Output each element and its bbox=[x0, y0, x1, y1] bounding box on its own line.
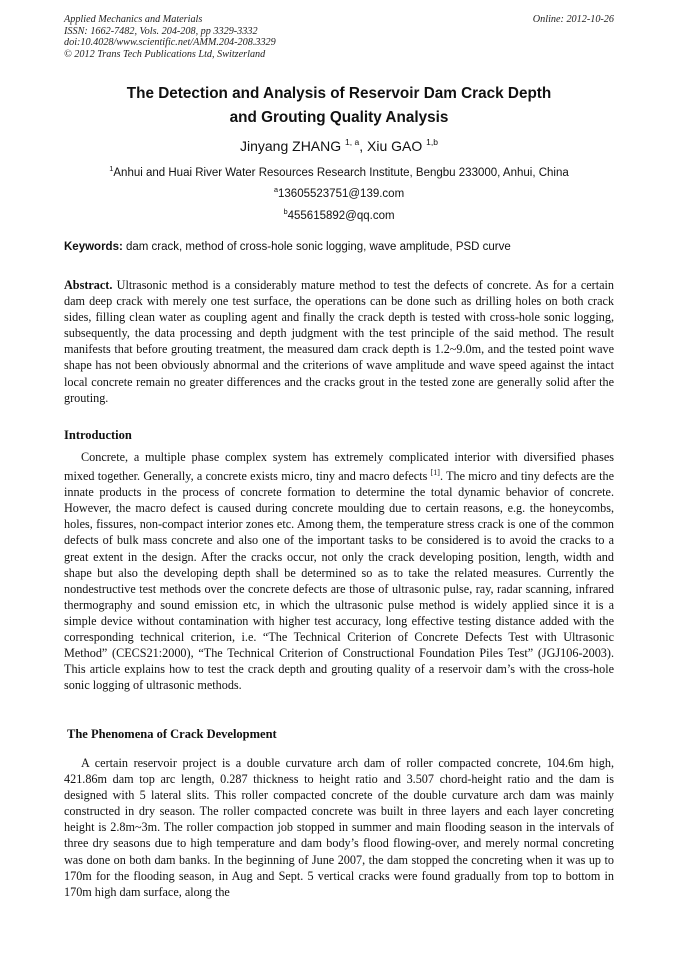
author-separator: , bbox=[359, 138, 368, 154]
intro-text-2: . The micro and tiny defects are the innate products in the process of concrete formation to determine the total dynamic behavior of concrete. However, the macro defect is caused during concrete moulding due to certain reasons, e.g. the honeycombs, holes, fissures, non-compact interior zones etc. Among them, the temperature stress crack is one of the common defects of bulk mass concrete and also one of the important tasks to be considered is to avoid the cracks to a great extent in the design. After the cracks occur, not only the crack developing position, length, width and shape but also the developing depth shall be determined so as to take the related measures. Currently the nondestructive test methods over the concrete defects are those of ultrasonic pulse, ray, radar scanning, infrared thermography and sound emission etc, in which the ultrasonic pulse method is widely applied since it is a simple device without contamination with higher test accuracy, long effective testing distance added with the corresponding technical criterion, i.e. “The Technical Criterion of Concrete Defects Test with Ultrasonic Method” (CECS21:2000), “The Technical Criterion of Constructional Foundation Piles Test” (JGJ106-2003). This article explains how to test the crack depth and grouting quality of a reservoir dam’s with the cross-hole sonic logging of ultrasonic methods. bbox=[64, 469, 614, 693]
running-header bbox=[64, 14, 614, 60]
journal-name: Applied Mechanics and Materials bbox=[64, 14, 203, 25]
email-a bbox=[0, 185, 678, 200]
title-line-1: The Detection and Analysis of Reservoir Dam Crack Depth bbox=[126, 85, 552, 102]
section-heading-phenomena: The Phenomena of Crack Development bbox=[67, 727, 277, 741]
author-2-name: Xiu GAO bbox=[367, 138, 423, 154]
keywords-label: Keywords: bbox=[64, 241, 123, 253]
doi-line: doi:10.4028/www.scientific.net/AMM.204-208.3329 bbox=[64, 37, 276, 49]
paper-title bbox=[0, 82, 678, 130]
section-heading-introduction: Introduction bbox=[64, 428, 132, 442]
affiliation-text: Anhui and Huai River Water Resources Research Institute, Bengbu 233000, Anhui, China bbox=[113, 167, 569, 179]
email-b bbox=[0, 207, 678, 222]
keywords-text: dam crack, method of cross-hole sonic logging, wave amplitude, PSD curve bbox=[122, 241, 511, 253]
email-b-text: 455615892@qq.com bbox=[287, 210, 395, 222]
introduction-paragraph bbox=[64, 449, 614, 693]
affiliation-superscript: 1 bbox=[109, 164, 114, 173]
email-a-superscript: a bbox=[273, 185, 279, 194]
author-list bbox=[0, 137, 678, 154]
issn-line: ISSN: 1662-7482, Vols. 204-208, pp 3329-3332 bbox=[64, 25, 258, 37]
phenomena-paragraph: A certain reservoir project is a double curvature arch dam of roller compacted concrete, 104.6m high, 421.86m dam top arc length, 0.287 thickness to height ratio and 3.507 chord-height ratio and the dam is designed with 5 lateral slits. This roller compacted concrete of the double curvature arch dam was mainly constructed in dry season. The roller compacted concrete was built in three layers and each layer concreting height is 2.8m~3m. The roller compaction job stopped in summer and main flooding season in the intervals of three dry seasons due to high temperature and dam body’s flood flowing-over, and merely normal concreting was done on both dam banks. In the beginning of June 2007, the dam stopped the concreting when it was up to 170m for the flooding season, in Aug and Sept. 5 vertical cracks were found gradually from top to bottom in 170m high dam surface, along the bbox=[64, 756, 614, 899]
author-1-superscript: 1, a bbox=[345, 137, 360, 147]
title-line-2: and Grouting Quality Analysis bbox=[229, 109, 449, 126]
email-b-superscript: b bbox=[283, 207, 288, 216]
keywords bbox=[64, 241, 624, 253]
abstract bbox=[64, 277, 614, 406]
email-a-text: 13605523751@139.com bbox=[278, 188, 405, 200]
abstract-text: Ultrasonic method is a considerably mature method to test the defects of concrete. As for a certain dam deep crack with merely one test surface, the operations can be done such as drilling holes on both crack sides, filling clean water as coupling agent and finally the crack depth is tested with cross-hole sonic logging, subsequently, the data processing and depth judgment with the test principle of the said method. The result manifests that before grouting treatment, the measured dam crack depth is 1.2~9.0m, and the tested point wave shape has not been obviously abnormal and the criterions of wave amplitude and wave speed against the intact local concrete remain no greater differences and the cracks grout in the tested zone are generally solid after the grouting. bbox=[64, 278, 614, 405]
citation-1: [1] bbox=[430, 468, 440, 478]
intro-text-1: Concrete, a multiple phase complex system has extremely complicated interior with diversified phases mixed together. Generally, a concrete exists micro, tiny and macro defects bbox=[64, 450, 614, 484]
online-date: Online: 2012-10-26 bbox=[532, 14, 614, 25]
abstract-label: Abstract. bbox=[64, 278, 113, 292]
affiliation bbox=[0, 164, 678, 179]
copyright-line: © 2012 Trans Tech Publications Ltd, Switzerland bbox=[64, 48, 266, 60]
author-2-superscript: 1,b bbox=[426, 137, 438, 147]
author-1-name: Jinyang ZHANG bbox=[240, 138, 342, 154]
